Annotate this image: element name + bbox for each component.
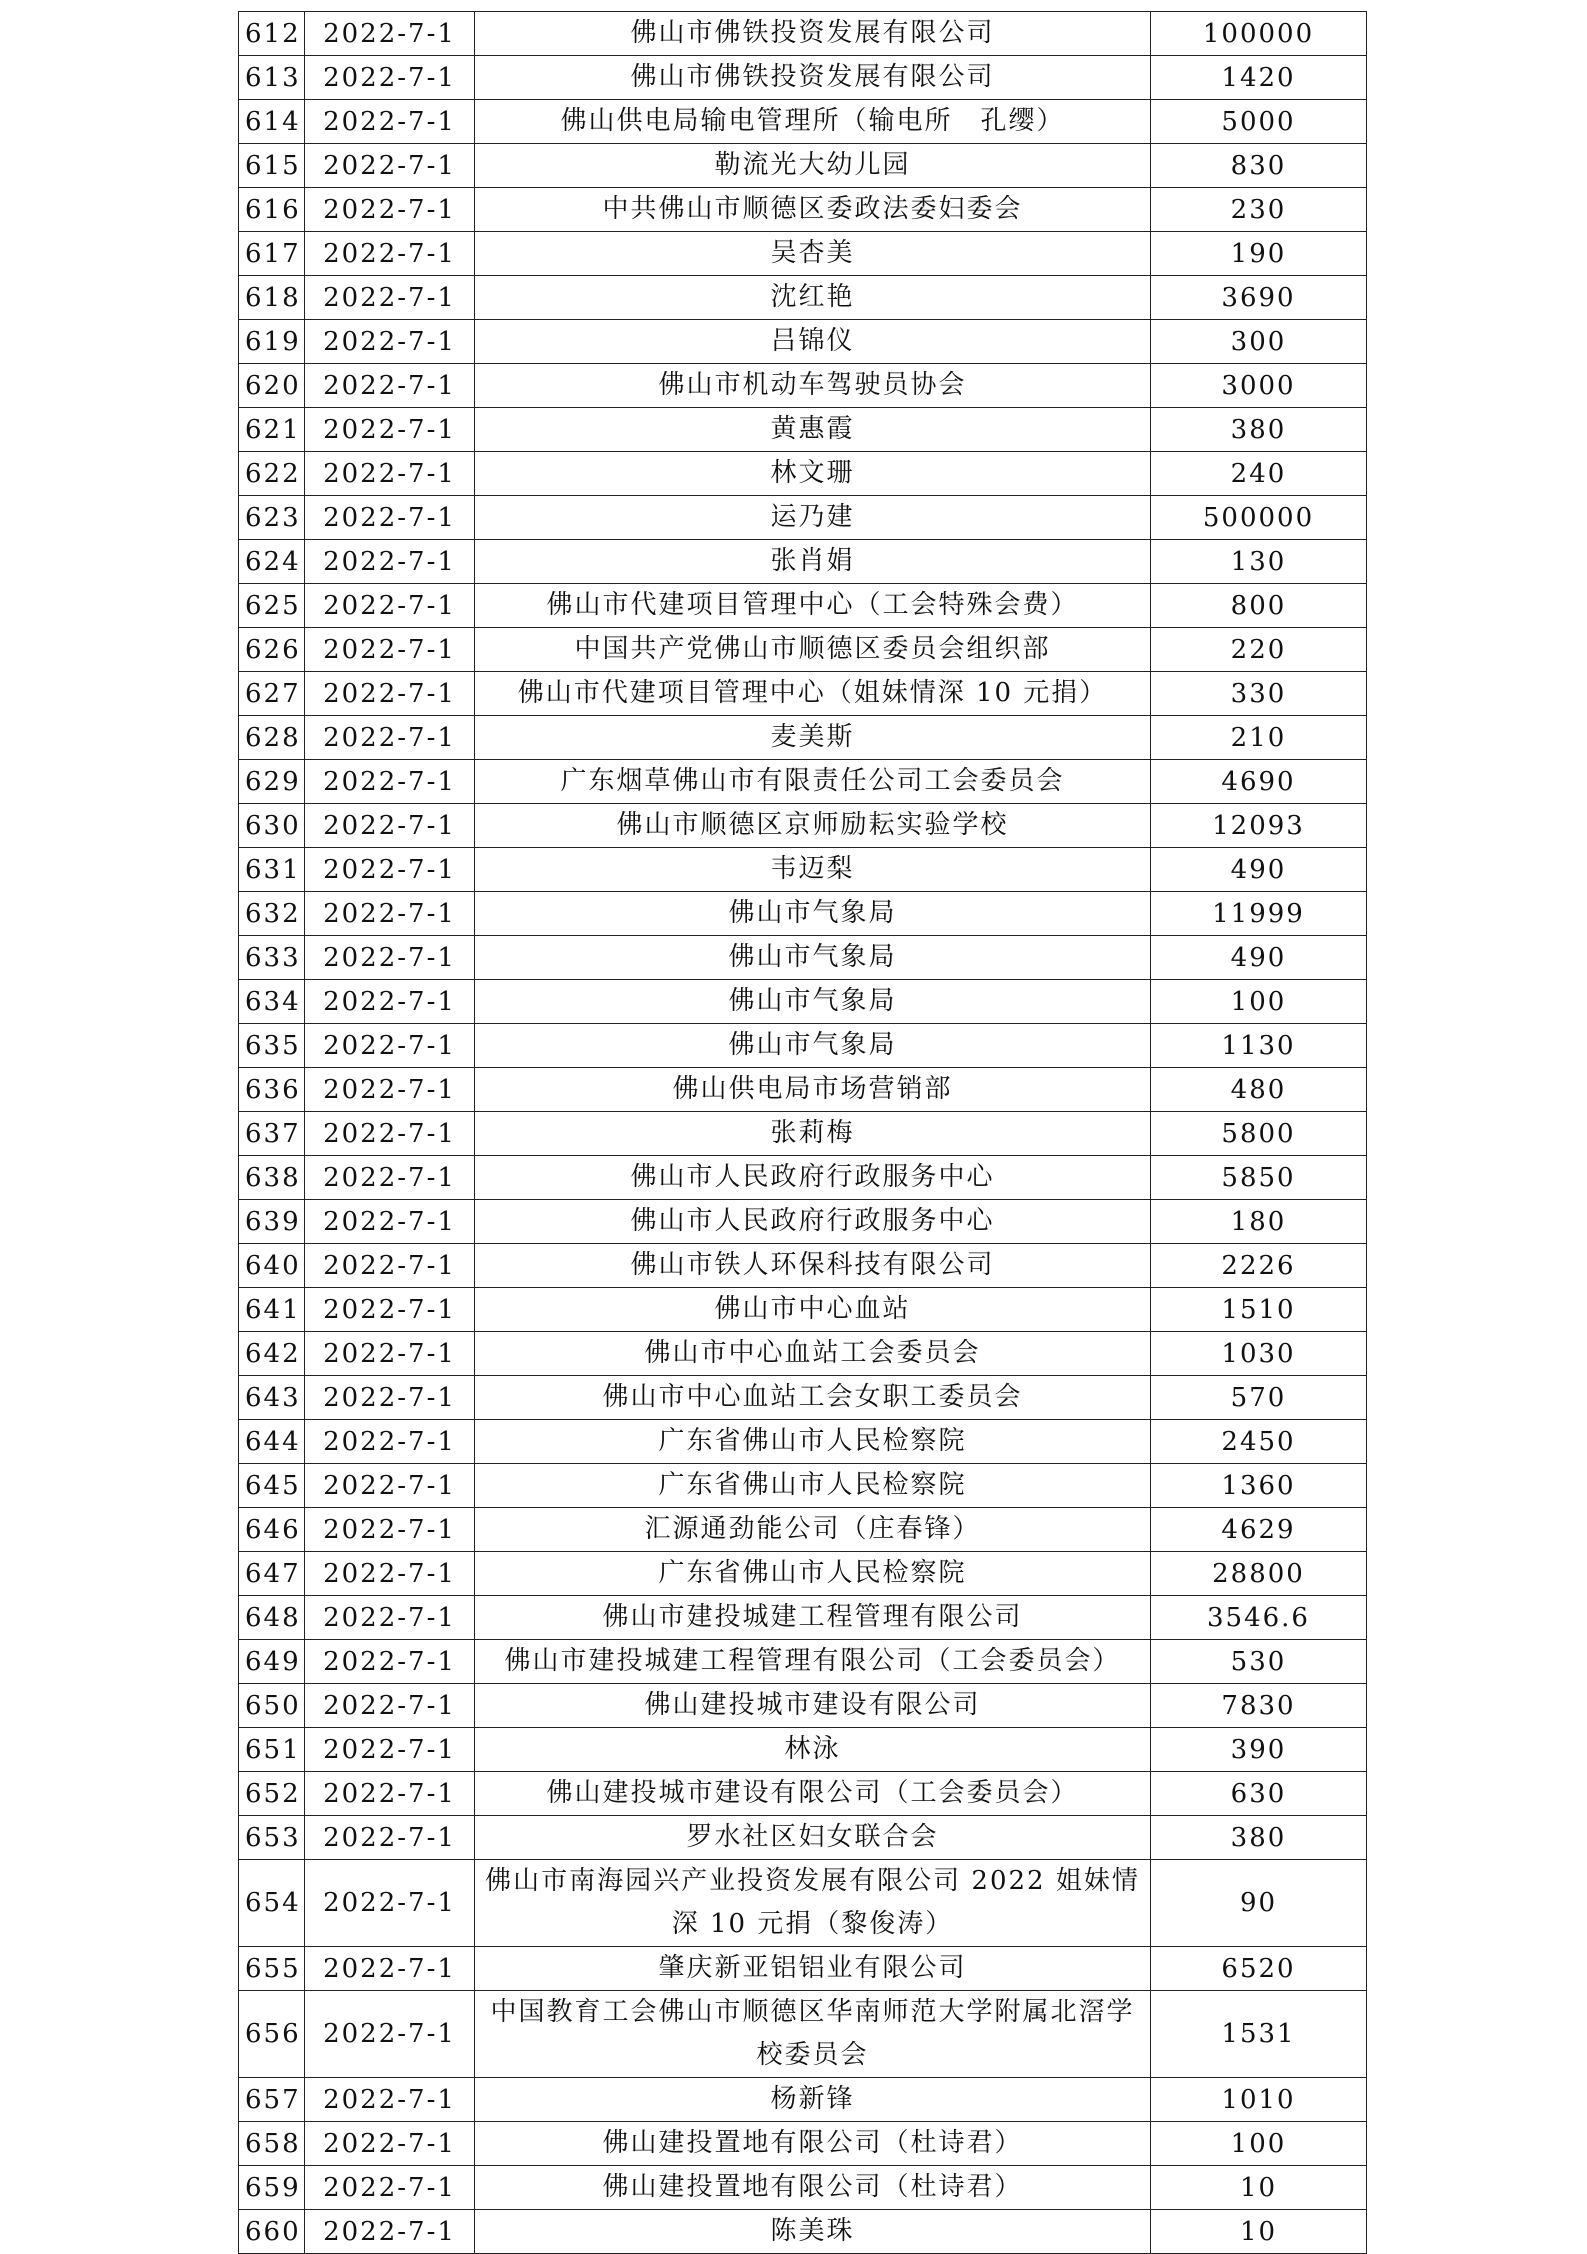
cell-amount: 100000 xyxy=(1151,12,1367,56)
cell-donor-name: 肇庆新亚铝铝业有限公司 xyxy=(475,1947,1151,1991)
cell-date: 2022-7-1 xyxy=(305,364,475,408)
cell-number: 639 xyxy=(239,1200,305,1244)
table-row xyxy=(239,848,1367,892)
table-row xyxy=(239,2078,1367,2122)
cell-amount: 180 xyxy=(1151,1200,1367,1244)
cell-donor-name: 张莉梅 xyxy=(475,1112,1151,1156)
cell-number: 615 xyxy=(239,144,305,188)
cell-number: 625 xyxy=(239,584,305,628)
cell-donor-name: 佛山市南海园兴产业投资发展有限公司 2022 姐妹情深 10 元捐（黎俊涛） xyxy=(475,1860,1151,1947)
donation-table-body xyxy=(239,12,1367,2254)
cell-amount: 12093 xyxy=(1151,804,1367,848)
table-row xyxy=(239,1420,1367,1464)
cell-number: 617 xyxy=(239,232,305,276)
cell-date: 2022-7-1 xyxy=(305,1112,475,1156)
table-row xyxy=(239,1068,1367,1112)
cell-amount: 390 xyxy=(1151,1728,1367,1772)
cell-amount: 1420 xyxy=(1151,56,1367,100)
table-row xyxy=(239,1376,1367,1420)
cell-date: 2022-7-1 xyxy=(305,1860,475,1947)
cell-amount: 500000 xyxy=(1151,496,1367,540)
cell-number: 646 xyxy=(239,1508,305,1552)
cell-number: 614 xyxy=(239,100,305,144)
cell-donor-name: 佛山市铁人环保科技有限公司 xyxy=(475,1244,1151,1288)
cell-donor-name: 中国共产党佛山市顺德区委员会组织部 xyxy=(475,628,1151,672)
cell-amount: 1360 xyxy=(1151,1464,1367,1508)
table-row xyxy=(239,188,1367,232)
cell-number: 621 xyxy=(239,408,305,452)
cell-date: 2022-7-1 xyxy=(305,408,475,452)
table-row xyxy=(239,56,1367,100)
table-row xyxy=(239,1244,1367,1288)
cell-number: 636 xyxy=(239,1068,305,1112)
cell-date: 2022-7-1 xyxy=(305,144,475,188)
table-row xyxy=(239,2122,1367,2166)
cell-number: 644 xyxy=(239,1420,305,1464)
cell-number: 622 xyxy=(239,452,305,496)
cell-donor-name: 佛山市气象局 xyxy=(475,936,1151,980)
table-row xyxy=(239,1332,1367,1376)
cell-date: 2022-7-1 xyxy=(305,320,475,364)
cell-date: 2022-7-1 xyxy=(305,1420,475,1464)
cell-amount: 630 xyxy=(1151,1772,1367,1816)
cell-amount: 5850 xyxy=(1151,1156,1367,1200)
table-row xyxy=(239,716,1367,760)
table-row xyxy=(239,1112,1367,1156)
cell-number: 632 xyxy=(239,892,305,936)
table-row xyxy=(239,1860,1367,1947)
cell-date: 2022-7-1 xyxy=(305,496,475,540)
cell-amount: 800 xyxy=(1151,584,1367,628)
cell-amount: 4629 xyxy=(1151,1508,1367,1552)
cell-date: 2022-7-1 xyxy=(305,980,475,1024)
cell-number: 653 xyxy=(239,1816,305,1860)
cell-amount: 10 xyxy=(1151,2166,1367,2210)
cell-donor-name: 韦迈梨 xyxy=(475,848,1151,892)
cell-amount: 2450 xyxy=(1151,1420,1367,1464)
cell-amount: 5800 xyxy=(1151,1112,1367,1156)
cell-date: 2022-7-1 xyxy=(305,56,475,100)
cell-number: 649 xyxy=(239,1640,305,1684)
table-row xyxy=(239,2166,1367,2210)
table-row xyxy=(239,408,1367,452)
cell-date: 2022-7-1 xyxy=(305,1991,475,2078)
table-row xyxy=(239,100,1367,144)
cell-date: 2022-7-1 xyxy=(305,2210,475,2254)
cell-donor-name: 吕锦仪 xyxy=(475,320,1151,364)
cell-amount: 100 xyxy=(1151,980,1367,1024)
table-row xyxy=(239,1552,1367,1596)
cell-number: 634 xyxy=(239,980,305,1024)
cell-donor-name: 广东烟草佛山市有限责任公司工会委员会 xyxy=(475,760,1151,804)
cell-donor-name: 佛山市佛铁投资发展有限公司 xyxy=(475,12,1151,56)
cell-date: 2022-7-1 xyxy=(305,100,475,144)
cell-number: 647 xyxy=(239,1552,305,1596)
table-row xyxy=(239,1816,1367,1860)
cell-number: 619 xyxy=(239,320,305,364)
cell-number: 655 xyxy=(239,1947,305,1991)
table-row xyxy=(239,320,1367,364)
cell-date: 2022-7-1 xyxy=(305,1332,475,1376)
cell-amount: 240 xyxy=(1151,452,1367,496)
cell-donor-name: 中国教育工会佛山市顺德区华南师范大学附属北滘学校委员会 xyxy=(475,1991,1151,2078)
cell-donor-name: 佛山建投置地有限公司（杜诗君） xyxy=(475,2166,1151,2210)
cell-amount: 6520 xyxy=(1151,1947,1367,1991)
cell-date: 2022-7-1 xyxy=(305,1244,475,1288)
cell-amount: 330 xyxy=(1151,672,1367,716)
table-row xyxy=(239,144,1367,188)
cell-number: 643 xyxy=(239,1376,305,1420)
cell-donor-name: 广东省佛山市人民检察院 xyxy=(475,1464,1151,1508)
cell-date: 2022-7-1 xyxy=(305,1772,475,1816)
cell-amount: 3690 xyxy=(1151,276,1367,320)
cell-amount: 230 xyxy=(1151,188,1367,232)
cell-date: 2022-7-1 xyxy=(305,1376,475,1420)
cell-donor-name: 佛山市人民政府行政服务中心 xyxy=(475,1200,1151,1244)
cell-amount: 1531 xyxy=(1151,1991,1367,2078)
cell-date: 2022-7-1 xyxy=(305,276,475,320)
cell-donor-name: 广东省佛山市人民检察院 xyxy=(475,1420,1151,1464)
cell-date: 2022-7-1 xyxy=(305,892,475,936)
cell-donor-name: 罗水社区妇女联合会 xyxy=(475,1816,1151,1860)
table-row xyxy=(239,980,1367,1024)
cell-number: 637 xyxy=(239,1112,305,1156)
cell-amount: 190 xyxy=(1151,232,1367,276)
cell-donor-name: 林文珊 xyxy=(475,452,1151,496)
cell-date: 2022-7-1 xyxy=(305,628,475,672)
table-row xyxy=(239,584,1367,628)
cell-number: 660 xyxy=(239,2210,305,2254)
cell-number: 628 xyxy=(239,716,305,760)
cell-donor-name: 佛山供电局市场营销部 xyxy=(475,1068,1151,1112)
cell-date: 2022-7-1 xyxy=(305,936,475,980)
cell-date: 2022-7-1 xyxy=(305,1288,475,1332)
cell-donor-name: 佛山市代建项目管理中心（姐妹情深 10 元捐） xyxy=(475,672,1151,716)
table-row xyxy=(239,540,1367,584)
table-row xyxy=(239,276,1367,320)
cell-date: 2022-7-1 xyxy=(305,2166,475,2210)
cell-amount: 490 xyxy=(1151,848,1367,892)
cell-amount: 2226 xyxy=(1151,1244,1367,1288)
cell-number: 635 xyxy=(239,1024,305,1068)
cell-amount: 380 xyxy=(1151,1816,1367,1860)
cell-amount: 130 xyxy=(1151,540,1367,584)
cell-donor-name: 麦美斯 xyxy=(475,716,1151,760)
cell-date: 2022-7-1 xyxy=(305,1068,475,1112)
cell-amount: 210 xyxy=(1151,716,1367,760)
cell-date: 2022-7-1 xyxy=(305,1947,475,1991)
cell-donor-name: 佛山市中心血站工会委员会 xyxy=(475,1332,1151,1376)
cell-amount: 490 xyxy=(1151,936,1367,980)
cell-amount: 1130 xyxy=(1151,1024,1367,1068)
cell-amount: 3546.6 xyxy=(1151,1596,1367,1640)
cell-number: 623 xyxy=(239,496,305,540)
cell-donor-name: 佛山建投城市建设有限公司 xyxy=(475,1684,1151,1728)
cell-number: 613 xyxy=(239,56,305,100)
table-row xyxy=(239,2210,1367,2254)
cell-amount: 10 xyxy=(1151,2210,1367,2254)
cell-number: 638 xyxy=(239,1156,305,1200)
cell-number: 654 xyxy=(239,1860,305,1947)
cell-donor-name: 佛山市气象局 xyxy=(475,892,1151,936)
cell-amount: 1030 xyxy=(1151,1332,1367,1376)
cell-donor-name: 佛山市顺德区京师励耘实验学校 xyxy=(475,804,1151,848)
cell-number: 656 xyxy=(239,1991,305,2078)
table-row xyxy=(239,936,1367,980)
cell-amount: 7830 xyxy=(1151,1684,1367,1728)
cell-date: 2022-7-1 xyxy=(305,232,475,276)
cell-donor-name: 沈红艳 xyxy=(475,276,1151,320)
cell-donor-name: 佛山市建投城建工程管理有限公司 xyxy=(475,1596,1151,1640)
table-row xyxy=(239,1200,1367,1244)
cell-donor-name: 佛山市中心血站 xyxy=(475,1288,1151,1332)
table-row xyxy=(239,1508,1367,1552)
cell-date: 2022-7-1 xyxy=(305,804,475,848)
table-row xyxy=(239,1684,1367,1728)
cell-date: 2022-7-1 xyxy=(305,1024,475,1068)
cell-donor-name: 运乃建 xyxy=(475,496,1151,540)
cell-donor-name: 佛山市人民政府行政服务中心 xyxy=(475,1156,1151,1200)
cell-amount: 220 xyxy=(1151,628,1367,672)
cell-donor-name: 佛山建投置地有限公司（杜诗君） xyxy=(475,2122,1151,2166)
cell-number: 648 xyxy=(239,1596,305,1640)
cell-date: 2022-7-1 xyxy=(305,2078,475,2122)
cell-date: 2022-7-1 xyxy=(305,188,475,232)
cell-date: 2022-7-1 xyxy=(305,2122,475,2166)
table-row xyxy=(239,452,1367,496)
cell-number: 651 xyxy=(239,1728,305,1772)
cell-date: 2022-7-1 xyxy=(305,1596,475,1640)
table-row xyxy=(239,760,1367,804)
cell-donor-name: 张肖娟 xyxy=(475,540,1151,584)
cell-amount: 90 xyxy=(1151,1860,1367,1947)
cell-amount: 28800 xyxy=(1151,1552,1367,1596)
cell-number: 640 xyxy=(239,1244,305,1288)
cell-date: 2022-7-1 xyxy=(305,540,475,584)
cell-number: 627 xyxy=(239,672,305,716)
table-row xyxy=(239,1464,1367,1508)
cell-amount: 570 xyxy=(1151,1376,1367,1420)
cell-amount: 100 xyxy=(1151,2122,1367,2166)
cell-number: 641 xyxy=(239,1288,305,1332)
cell-donor-name: 佛山建投城市建设有限公司（工会委员会） xyxy=(475,1772,1151,1816)
cell-amount: 11999 xyxy=(1151,892,1367,936)
cell-amount: 1510 xyxy=(1151,1288,1367,1332)
cell-date: 2022-7-1 xyxy=(305,1156,475,1200)
cell-number: 629 xyxy=(239,760,305,804)
cell-donor-name: 佛山供电局输电管理所（输电所 孔缨） xyxy=(475,100,1151,144)
cell-date: 2022-7-1 xyxy=(305,848,475,892)
cell-donor-name: 中共佛山市顺德区委政法委妇委会 xyxy=(475,188,1151,232)
cell-donor-name: 佛山市建投城建工程管理有限公司（工会委员会） xyxy=(475,1640,1151,1684)
cell-number: 652 xyxy=(239,1772,305,1816)
cell-date: 2022-7-1 xyxy=(305,1464,475,1508)
donation-table xyxy=(238,11,1367,2254)
cell-date: 2022-7-1 xyxy=(305,1508,475,1552)
cell-date: 2022-7-1 xyxy=(305,672,475,716)
cell-number: 618 xyxy=(239,276,305,320)
cell-number: 631 xyxy=(239,848,305,892)
cell-amount: 530 xyxy=(1151,1640,1367,1684)
table-row xyxy=(239,672,1367,716)
cell-date: 2022-7-1 xyxy=(305,1728,475,1772)
cell-amount: 380 xyxy=(1151,408,1367,452)
cell-number: 633 xyxy=(239,936,305,980)
cell-number: 658 xyxy=(239,2122,305,2166)
cell-date: 2022-7-1 xyxy=(305,1640,475,1684)
cell-number: 630 xyxy=(239,804,305,848)
table-row xyxy=(239,892,1367,936)
cell-number: 645 xyxy=(239,1464,305,1508)
cell-amount: 3000 xyxy=(1151,364,1367,408)
cell-number: 612 xyxy=(239,12,305,56)
cell-donor-name: 杨新锋 xyxy=(475,2078,1151,2122)
cell-amount: 1010 xyxy=(1151,2078,1367,2122)
cell-date: 2022-7-1 xyxy=(305,716,475,760)
cell-amount: 300 xyxy=(1151,320,1367,364)
cell-donor-name: 勒流光大幼儿园 xyxy=(475,144,1151,188)
cell-date: 2022-7-1 xyxy=(305,1552,475,1596)
table-row xyxy=(239,804,1367,848)
table-row xyxy=(239,1728,1367,1772)
cell-date: 2022-7-1 xyxy=(305,584,475,628)
cell-donor-name: 佛山市中心血站工会女职工委员会 xyxy=(475,1376,1151,1420)
cell-number: 626 xyxy=(239,628,305,672)
cell-donor-name: 佛山市代建项目管理中心（工会特殊会费） xyxy=(475,584,1151,628)
table-row xyxy=(239,12,1367,56)
cell-number: 616 xyxy=(239,188,305,232)
cell-date: 2022-7-1 xyxy=(305,1200,475,1244)
table-row xyxy=(239,1772,1367,1816)
cell-amount: 830 xyxy=(1151,144,1367,188)
cell-number: 650 xyxy=(239,1684,305,1728)
cell-donor-name: 黄惠霞 xyxy=(475,408,1151,452)
cell-donor-name: 佛山市机动车驾驶员协会 xyxy=(475,364,1151,408)
cell-number: 620 xyxy=(239,364,305,408)
table-row xyxy=(239,496,1367,540)
table-row xyxy=(239,1947,1367,1991)
cell-number: 624 xyxy=(239,540,305,584)
cell-donor-name: 佛山市佛铁投资发展有限公司 xyxy=(475,56,1151,100)
cell-donor-name: 陈美珠 xyxy=(475,2210,1151,2254)
cell-donor-name: 吴杏美 xyxy=(475,232,1151,276)
table-row xyxy=(239,232,1367,276)
cell-amount: 5000 xyxy=(1151,100,1367,144)
table-row xyxy=(239,1596,1367,1640)
cell-number: 642 xyxy=(239,1332,305,1376)
table-row xyxy=(239,1288,1367,1332)
table-row xyxy=(239,364,1367,408)
cell-date: 2022-7-1 xyxy=(305,452,475,496)
cell-donor-name: 广东省佛山市人民检察院 xyxy=(475,1552,1151,1596)
table-row xyxy=(239,1991,1367,2078)
cell-amount: 4690 xyxy=(1151,760,1367,804)
cell-donor-name: 汇源通劲能公司（庄春锋） xyxy=(475,1508,1151,1552)
table-row xyxy=(239,628,1367,672)
cell-donor-name: 林泳 xyxy=(475,1728,1151,1772)
cell-date: 2022-7-1 xyxy=(305,1816,475,1860)
cell-donor-name: 佛山市气象局 xyxy=(475,1024,1151,1068)
cell-date: 2022-7-1 xyxy=(305,12,475,56)
cell-amount: 480 xyxy=(1151,1068,1367,1112)
cell-donor-name: 佛山市气象局 xyxy=(475,980,1151,1024)
cell-number: 659 xyxy=(239,2166,305,2210)
table-row xyxy=(239,1156,1367,1200)
cell-date: 2022-7-1 xyxy=(305,760,475,804)
cell-number: 657 xyxy=(239,2078,305,2122)
cell-date: 2022-7-1 xyxy=(305,1684,475,1728)
table-row xyxy=(239,1640,1367,1684)
table-row xyxy=(239,1024,1367,1068)
